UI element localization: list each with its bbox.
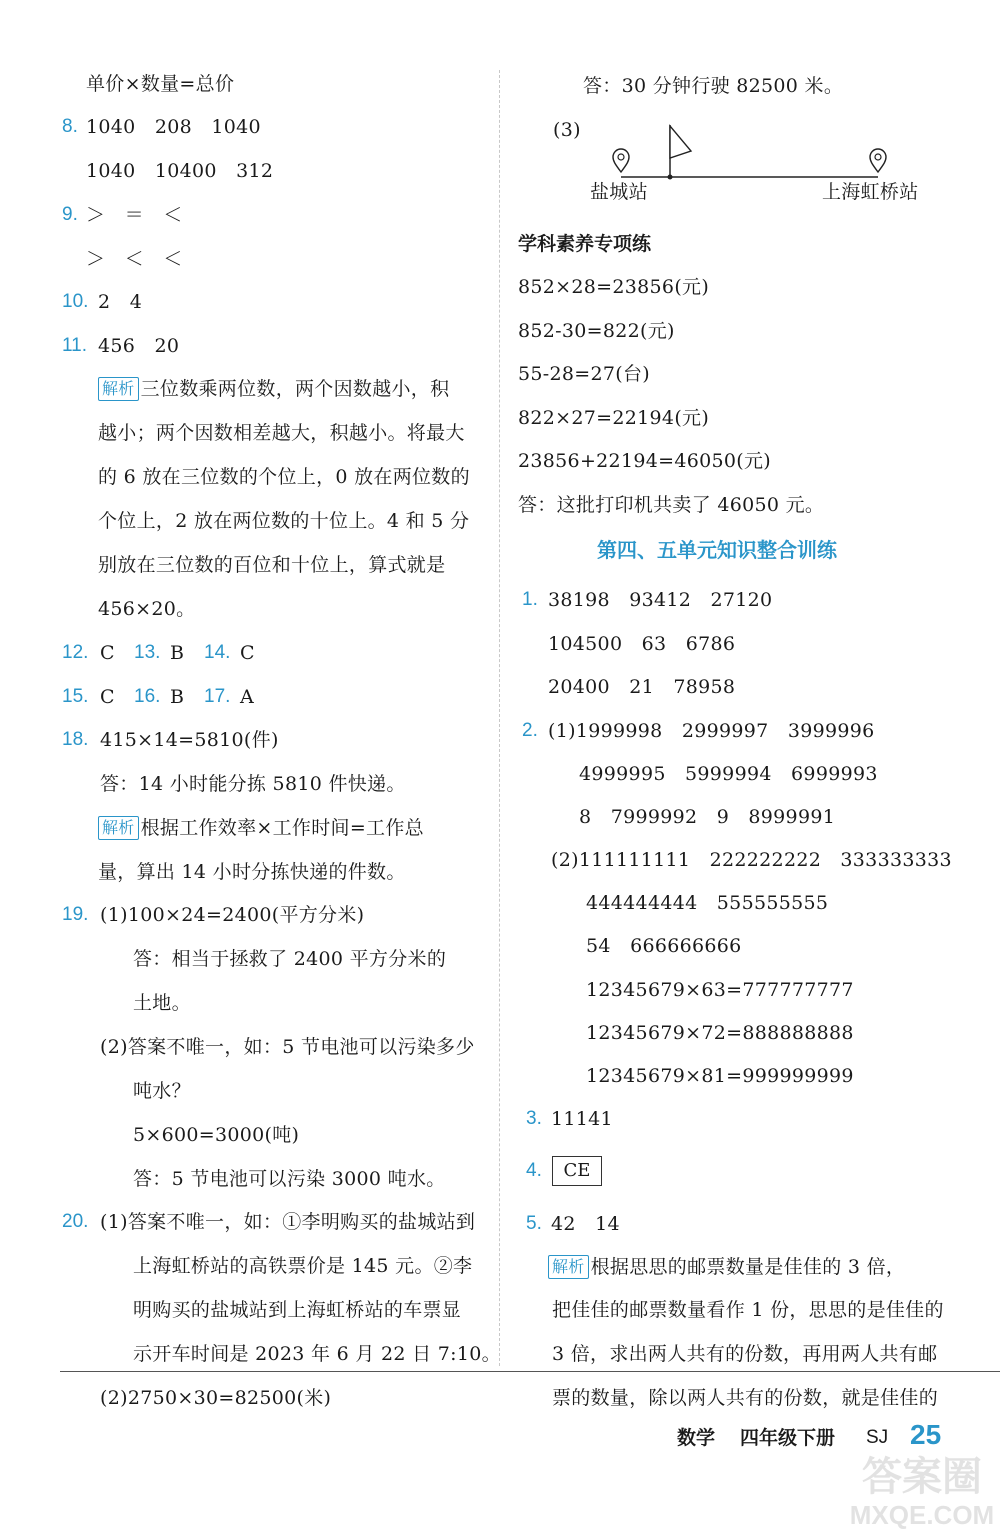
section-heading: 学科素养专项练 [518,233,652,255]
question-number-8: 8. [62,116,78,137]
station-label-start: 盐城站 [590,181,648,203]
answer-1-row3: 20400 21 78958 [548,676,736,698]
question-number-10: 10. [62,291,89,312]
unit-title: 第四、五单元知识整合训练 [597,538,837,562]
answer-2-row1: (1)1999998 2999997 3999996 [548,720,875,742]
question-number-14: 14. [204,642,231,663]
literacy-equation-3: 55-28=27(台) [518,363,650,385]
answer-11: 456 20 [98,335,180,357]
location-pin-icon [870,149,886,172]
analysis-11-line3: 的 6 放在三位数的个位上，0 放在两位数的 [98,466,470,488]
answer-2-row7: 12345679×63=777777777 [586,979,854,1001]
analysis-11-line6: 456×20。 [98,598,196,620]
analysis-11-line4: 个位上，2 放在两位数的十位上。4 和 5 分 [98,510,470,532]
question-number-19: 19. [62,904,89,925]
footer-edition: SJ [866,1427,889,1448]
question-number-16: 16. [134,686,161,707]
question-number-20: 20. [62,1211,89,1232]
answer-19-part2-cont: 吨水？ [133,1080,191,1102]
footer-grade: 四年级下册 [740,1427,836,1449]
formula-line: 单价×数量=总价 [86,73,235,95]
analysis-5-line2: 把佳佳的邮票数量看作 1 份，思思的是佳佳的 [552,1299,944,1321]
answer-9-row1: ＞ ＝ ＜ [86,204,183,226]
analysis-5-line1: 解析 根据思思的邮票数量是佳佳的 3 倍， [548,1254,905,1280]
station-label-end: 上海虹桥站 [822,181,919,203]
answer-19-part1: (1)100×24=2400(平方分米) [100,904,365,926]
watermark-text-cn: 答案圈 [862,1454,982,1500]
position-dot [668,175,673,180]
literacy-equation-5: 23856+22194=46050(元) [518,450,771,472]
answer-2-row3: 8 7999992 9 8999991 [579,806,836,828]
footer-subject: 数学 [677,1427,716,1449]
question-number-12: 12. [62,642,89,663]
answer-19-equation: 5×600=3000(吨) [133,1124,300,1146]
answer-18-equation: 415×14=5810(件) [100,729,279,751]
question-number-5: 5. [526,1213,542,1234]
analysis-11-line5: 别放在三位数的百位和十位上，算式就是 [98,554,446,576]
analysis-18-line1: 解析 根据工作效率×工作时间=工作总 [98,815,424,841]
answer-20-part1-line2: 上海虹桥站的高铁票价是 145 元。②李 [133,1255,473,1277]
answer-10: 2 4 [98,291,143,313]
answer-20-part1-line1: (1)答案不唯一，如：①李明购买的盐城站到 [100,1211,476,1233]
question-number-3: 3. [526,1108,542,1129]
answer-1-row1: 38198 93412 27120 [548,589,773,611]
literacy-reply: 答：这批打印机共卖了 46050 元。 [518,494,825,516]
bottom-rule [60,1371,1000,1372]
answer-20-part2: (2)2750×30=82500(米) [100,1387,332,1409]
answer-8-row1: 1040 208 1040 [86,116,261,138]
answer-8-row2: 1040 10400 312 [86,160,274,182]
question-number-11: 11. [62,335,88,356]
literacy-equation-4: 822×27=22194(元) [518,407,710,429]
question-number-4: 4. [526,1160,542,1181]
analysis-tag: 解析 [548,1255,589,1279]
analysis-11-line1: 解析 三位数乘两位数，两个因数越小，积 [98,376,449,402]
question-number-15: 15. [62,686,89,707]
answer-2-row6: 54 666666666 [586,935,742,957]
question-number-1: 1. [522,589,538,610]
answer-2-row4: (2)111111111 222222222 333333333 [551,849,952,871]
answer-13: B [170,642,185,664]
answer-17: A [240,686,255,708]
answer-2-row5: 444444444 555555555 [586,892,829,914]
answer-3: 11141 [551,1108,613,1130]
answer-20-reply: 答：30 分钟行驶 82500 米。 [583,75,844,97]
analysis-5-line3: 3 倍，求出两人共有的份数，再用两人共有邮 [552,1343,938,1365]
answer-12: C [100,642,115,664]
answer-2-row9: 12345679×81=999999999 [586,1065,854,1087]
analysis-11-line2: 越小；两个因数相差越大，积越小。将最大 [98,422,465,444]
answer-20-part1-line4: 示开车时间是 2023 年 6 月 22 日 7:10。 [133,1343,501,1365]
analysis-5-line4: 票的数量，除以两人共有的份数，就是佳佳的 [552,1387,939,1409]
question-number-17: 17. [204,686,231,707]
answer-19-reply2: 答：5 节电池可以污染 3000 吨水。 [133,1168,446,1190]
literacy-equation-1: 852×28=23856(元) [518,276,710,298]
answer-20-part1-line3: 明购买的盐城站到上海虹桥站的车票显 [133,1299,462,1321]
answer-5: 42 14 [551,1213,620,1235]
answer-9-row2: ＞ ＜ ＜ [86,248,183,270]
answer-15: C [100,686,115,708]
analysis-tag: 解析 [98,816,139,840]
answer-18-reply: 答：14 小时能分拣 5810 件快递。 [100,773,406,795]
answer-19-reply1-cont: 土地。 [133,992,191,1014]
analysis-tag: 解析 [98,377,139,401]
answer-2-row8: 12345679×72=888888888 [586,1022,854,1044]
question-number-9: 9. [62,204,78,225]
watermark-logo [848,1450,996,1532]
answer-1-row2: 104500 63 6786 [548,633,736,655]
analysis-18-line2: 量，算出 14 小时分拣快递的件数。 [98,861,406,883]
answer-19-part2: (2)答案不唯一，如：5 节电池可以污染多少 [100,1036,475,1058]
answer-4-box: CE [552,1156,602,1186]
answer-2-row2: 4999995 5999994 6999993 [579,763,878,785]
answer-20-part3-label: (3) [553,119,581,141]
page-number: 25 [910,1419,942,1450]
flag-icon [670,125,691,177]
column-divider [499,70,500,1366]
question-number-13: 13. [134,642,161,663]
literacy-equation-2: 852-30=822(元) [518,320,675,342]
answer-16: B [170,686,185,708]
answer-14: C [240,642,255,664]
answer-19-reply1: 答：相当于拯救了 2400 平方分米的 [133,948,447,970]
watermark-text-url: MXQE.COM [849,1500,995,1530]
question-number-18: 18. [62,729,89,750]
location-pin-icon [613,149,629,172]
question-number-2: 2. [522,720,538,741]
